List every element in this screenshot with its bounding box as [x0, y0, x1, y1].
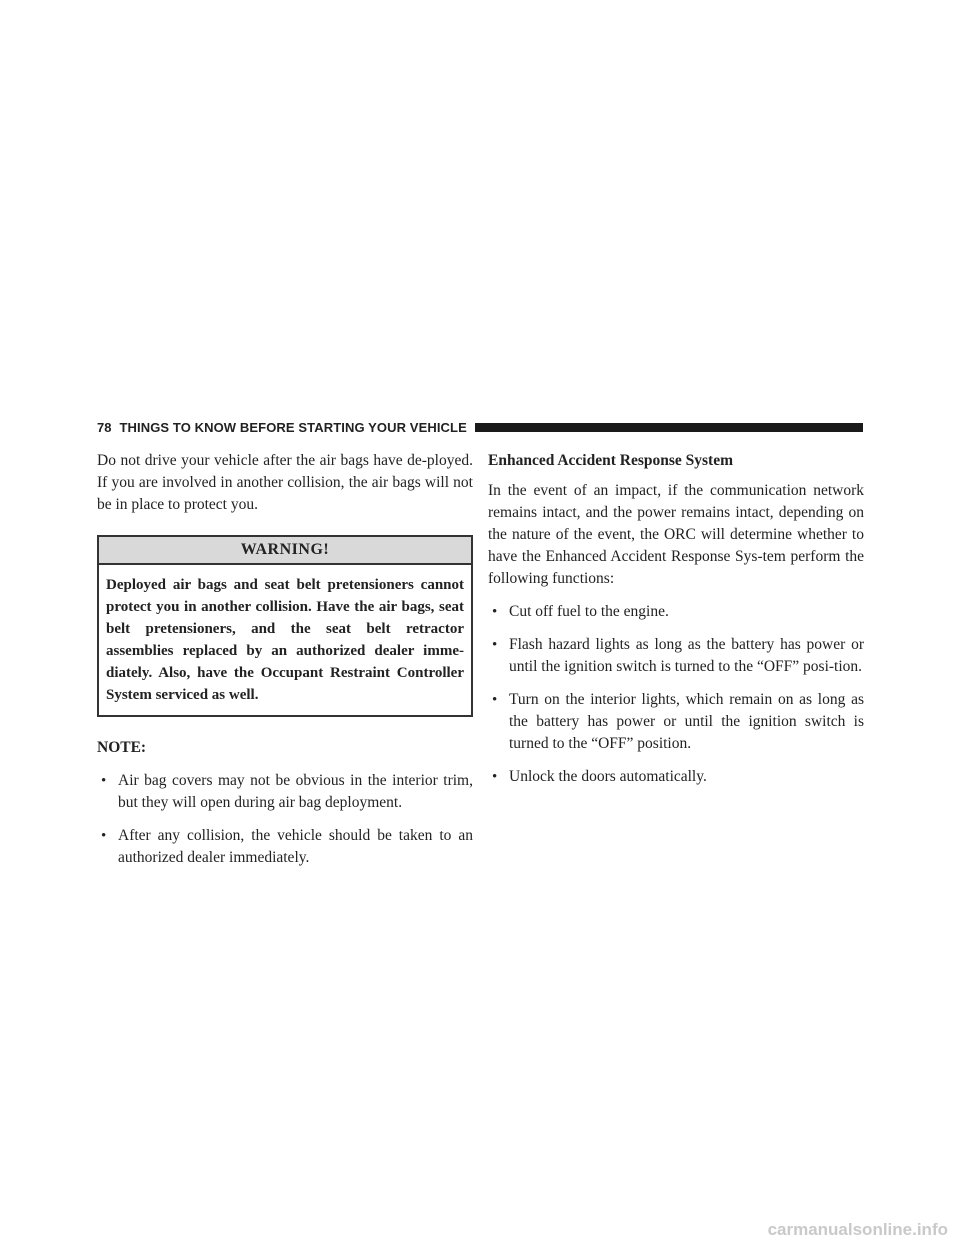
bullet-icon: •	[101, 828, 107, 844]
warning-text: Deployed air bags and seat belt pretensioners cannot protect you in another collision. Have the air bags, seat belt pretensioners, and the seat belt retractor assemblies replaced by an authorized dealer imme-diately. Also, have the Occupant Restraint Controller System serviced as well.	[106, 577, 464, 703]
list-item: • Flash hazard lights as long as the battery has power or until the ignition switch is turned to the “OFF” posi-tion.	[492, 636, 864, 675]
section-intro: In the event of an impact, if the communication network remains intact, and the power remains intact, depending on the nature of the event, the ORC will determine whether to have the Enhanced Accident Response Sys-tem perform the following functions:	[488, 482, 864, 587]
function-list	[488, 601, 864, 788]
chapter-title: THINGS TO KNOW BEFORE STARTING YOUR VEHICLE	[119, 419, 467, 435]
header-rule	[475, 423, 863, 432]
page-number: 78	[97, 419, 112, 435]
right-column	[488, 450, 864, 788]
list-item: • After any collision, the vehicle should be taken to an authorized dealer immediately.	[101, 827, 473, 866]
list-item: • Air bag covers may not be obvious in the interior trim, but they will open during air bag deployment.	[101, 772, 473, 811]
bullet-icon: •	[492, 637, 498, 653]
left-column	[97, 450, 473, 869]
note-list	[97, 770, 473, 869]
note-label: NOTE:	[97, 739, 147, 756]
warning-title: WARNING!	[99, 537, 471, 565]
bullet-icon: •	[492, 769, 498, 785]
list-item: • Cut off fuel to the engine.	[488, 601, 864, 623]
bullet-icon: •	[492, 692, 498, 708]
list-item: • Unlock the doors automatically.	[488, 766, 864, 788]
watermark: carmanualsonline.info	[767, 1220, 948, 1239]
section-heading: Enhanced Accident Response System	[488, 452, 734, 469]
page-header	[97, 416, 863, 438]
intro-paragraph: Do not drive your vehicle after the air bags have de-ployed. If you are involved in another collision, the air bags will not be in place to protect you.	[97, 452, 473, 513]
list-item: • Turn on the interior lights, which remain on as long as the battery has power or until the ignition switch is turned to the “OFF” position.	[492, 691, 864, 752]
bullet-icon: •	[101, 773, 107, 789]
bullet-icon: •	[492, 604, 498, 620]
warning-box	[97, 535, 473, 717]
